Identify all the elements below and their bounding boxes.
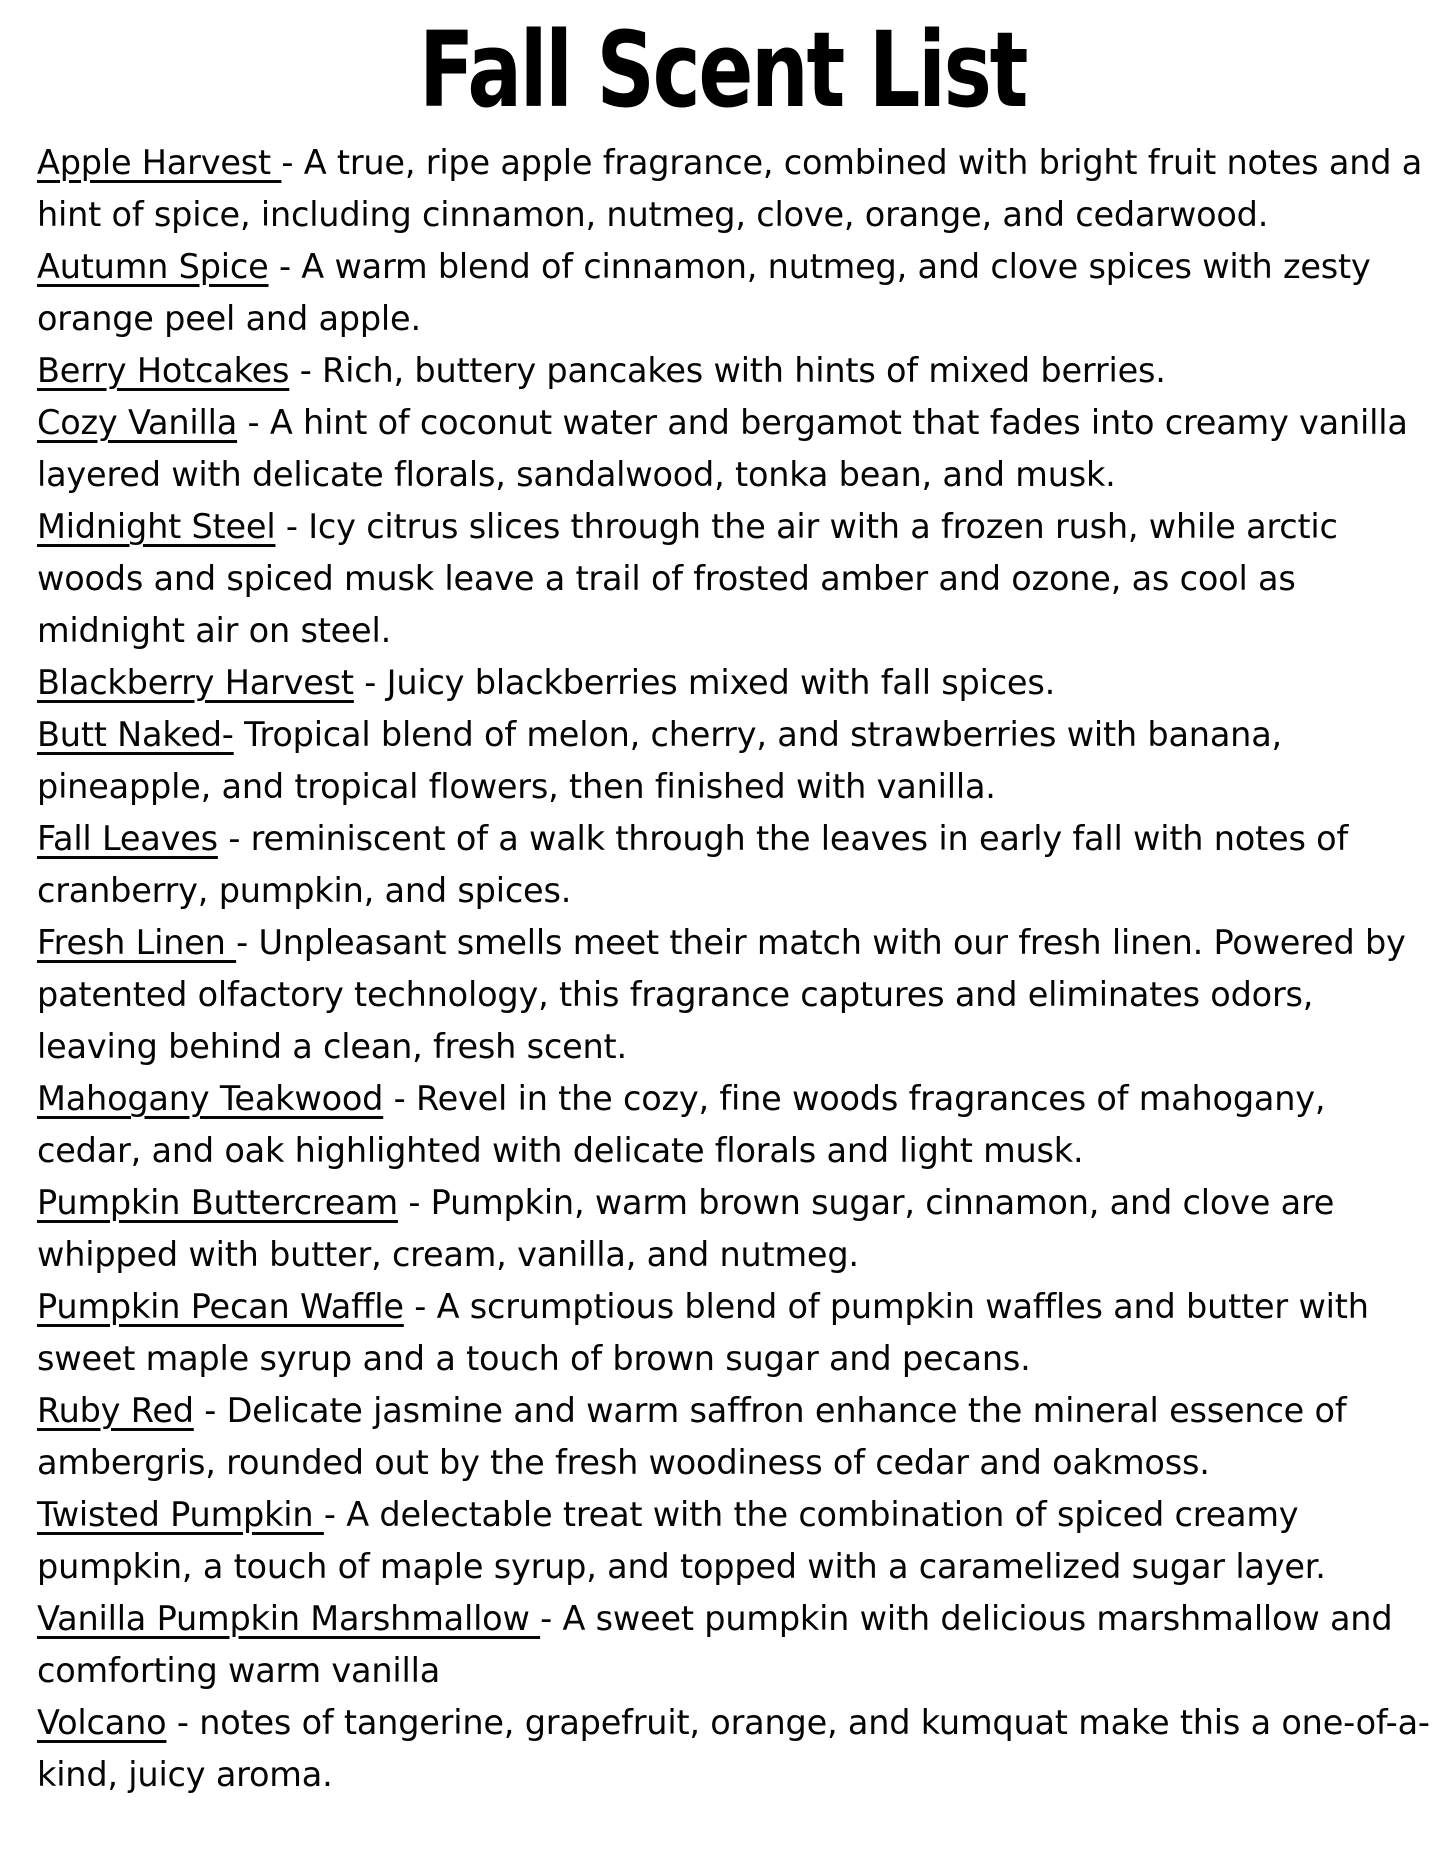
scent-description: - A true, ripe apple fragrance, combined with bright fruit notes and a hint of spice, including cinnamon, nutmeg, clove, orange, and cedarwood. [37, 143, 1433, 235]
scent-list [37, 137, 1431, 1801]
scent-name: Volcano [37, 1703, 167, 1743]
scent-description: - Icy citrus slices through the air with a frozen rush, while arctic woods and spiced musk leave a trail of frosted amber and ozone, as cool as midnight air on steel. [37, 507, 1349, 651]
scent-entry [37, 1385, 1431, 1489]
scent-entry [37, 1697, 1431, 1801]
scent-entry [37, 501, 1431, 657]
scent-name: Ruby Red [37, 1391, 194, 1431]
scent-name: Vanilla Pumpkin Marshmallow [37, 1599, 541, 1639]
scent-entry [37, 1177, 1431, 1281]
scent-entry [37, 137, 1431, 241]
scent-description: Tropical blend of melon, cherry, and strawberries with banana, pineapple, and tropical flowers, then finished with vanilla. [37, 715, 1293, 807]
scent-name: Fall Leaves [37, 819, 218, 859]
scent-entry [37, 709, 1431, 813]
scent-entry [37, 917, 1431, 1073]
scent-description: - A sweet pumpkin with delicious marshmallow and comforting warm vanilla [37, 1599, 1403, 1691]
scent-name: Apple Harvest [37, 143, 282, 183]
scent-entry [37, 1593, 1431, 1697]
scent-description: - reminiscent of a walk through the leaves in early fall with notes of cranberry, pumpkin, and spices. [37, 819, 1359, 911]
scent-description: - A warm blend of cinnamon, nutmeg, and clove spices with zesty orange peel and apple. [37, 247, 1382, 339]
scent-name: Midnight Steel [37, 507, 276, 547]
scent-entry [37, 241, 1431, 345]
scent-description: - A delectable treat with the combination of spiced creamy pumpkin, a touch of maple syrup, and topped with a caramelized sugar layer. [37, 1495, 1326, 1587]
scent-entry [37, 1073, 1431, 1177]
page-title: Fall Scent List [418, 9, 1027, 131]
scent-entry [37, 657, 1431, 709]
scent-name: Butt Naked- [37, 715, 234, 755]
scent-description: - Juicy blackberries mixed with fall spices. [353, 663, 1056, 703]
scent-description: - Pumpkin, warm brown sugar, cinnamon, and clove are whipped with butter, cream, vanilla, and nutmeg. [37, 1183, 1345, 1275]
scent-name: Mahogany Teakwood [37, 1079, 384, 1119]
scent-entry [37, 345, 1431, 397]
scent-description: - Unpleasant smells meet their match with our fresh linen. Powered by patented olfactory technology, this fragrance captures and eliminates odors, leaving behind a clean, fresh scent. [37, 923, 1417, 1067]
scent-description: - A scrumptious blend of pumpkin waffles and butter with sweet maple syrup and a touch of brown sugar and pecans. [37, 1287, 1380, 1379]
scent-entry [37, 813, 1431, 917]
scent-description: - Delicate jasmine and warm saffron enhance the mineral essence of ambergris, rounded out by the fresh woodiness of cedar and oakmoss. [37, 1391, 1357, 1483]
scent-name: Autumn Spice [37, 247, 269, 287]
scent-name: Pumpkin Buttercream [37, 1183, 398, 1223]
scent-name: Pumpkin Pecan Waffle [37, 1287, 404, 1327]
scent-name: Cozy Vanilla [37, 403, 238, 443]
scent-entry [37, 1281, 1431, 1385]
scent-description: - A hint of coconut water and bergamot that fades into creamy vanilla layered with delicate florals, sandalwood, tonka bean, and musk. [37, 403, 1419, 495]
scent-name: Blackberry Harvest [37, 663, 354, 703]
scent-name: Twisted Pumpkin [37, 1495, 324, 1535]
scent-name: Fresh Linen [37, 923, 237, 963]
scent-name: Berry Hotcakes [37, 351, 290, 391]
scent-description: - Rich, buttery pancakes with hints of mixed berries. [289, 351, 1166, 391]
scent-description: - notes of tangerine, grapefruit, orange, and kumquat make this a one-of-a-kind, juicy aroma. [37, 1703, 1430, 1795]
scent-entry [37, 397, 1431, 501]
scent-description: - Revel in the cozy, fine woods fragrances of mahogany, cedar, and oak highlighted with delicate florals and light musk. [37, 1079, 1336, 1171]
scent-entry [37, 1489, 1431, 1593]
